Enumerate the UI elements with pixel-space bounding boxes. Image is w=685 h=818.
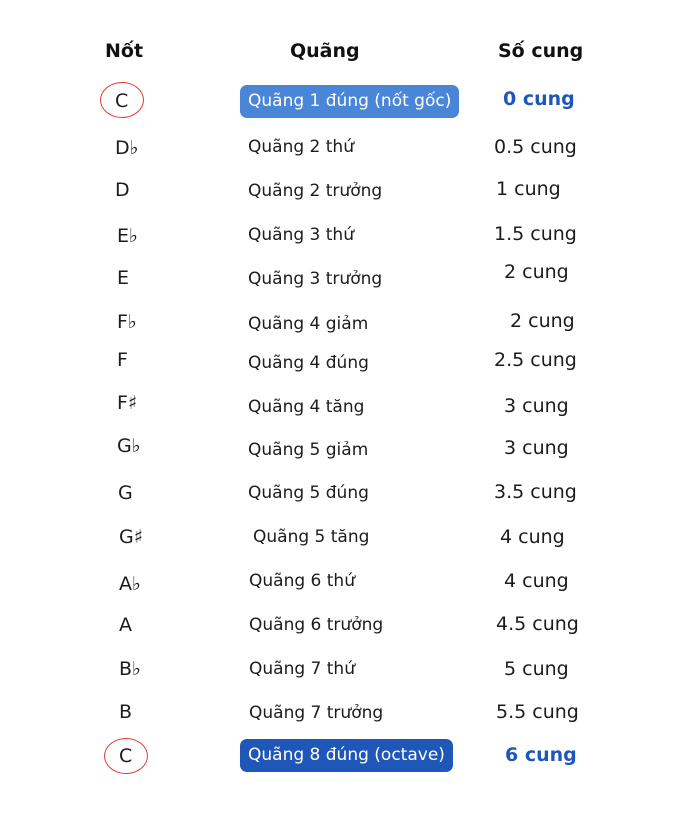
steps-cell: 2 cung (504, 261, 569, 283)
interval-cell: Quãng 6 trưởng (249, 615, 384, 635)
note-cell: C (115, 90, 129, 112)
steps-cell: 4 cung (500, 526, 565, 548)
steps-cell: 2.5 cung (494, 349, 577, 371)
steps-cell: 0 cung (503, 88, 575, 110)
steps-cell: 0.5 cung (494, 136, 577, 158)
steps-cell: 4.5 cung (496, 613, 579, 635)
header-steps: Số cung (498, 40, 584, 62)
interval-cell: Quãng 4 tăng (248, 397, 365, 417)
header-interval: Quãng (290, 40, 360, 62)
note-cell: F♯ (117, 392, 138, 414)
interval-cell: Quãng 7 thứ (249, 659, 355, 679)
interval-cell: Quãng 5 giảm (248, 440, 369, 460)
note-cell: D (115, 179, 130, 201)
note-cell: F (117, 349, 128, 371)
interval-cell: Quãng 2 trưởng (248, 181, 383, 201)
note-cell: E (117, 267, 130, 289)
steps-cell: 3 cung (504, 437, 569, 459)
steps-cell: 4 cung (504, 570, 569, 592)
steps-cell: 5.5 cung (496, 701, 579, 723)
note-cell: B♭ (119, 658, 141, 680)
note-cell: B (119, 701, 133, 723)
note-cell: F♭ (117, 311, 137, 333)
steps-cell: 6 cung (505, 744, 577, 766)
steps-cell: 5 cung (504, 658, 569, 680)
interval-cell: Quãng 5 đúng (248, 483, 369, 503)
steps-cell: 1.5 cung (494, 223, 577, 245)
interval-cell: Quãng 4 đúng (248, 353, 369, 373)
note-cell: A (119, 614, 132, 636)
steps-cell: 1 cung (496, 178, 561, 200)
interval-cell: Quãng 3 trưởng (248, 269, 383, 289)
interval-cell: Quãng 3 thứ (248, 225, 354, 245)
interval-cell: Quãng 4 giảm (248, 314, 369, 334)
note-cell: E♭ (117, 225, 138, 247)
header-note: Nốt (105, 40, 144, 62)
interval-cell: Quãng 5 tăng (253, 527, 370, 547)
steps-cell: 2 cung (510, 310, 575, 332)
interval-cell: Quãng 7 trưởng (249, 703, 384, 723)
steps-cell: 3 cung (504, 395, 569, 417)
note-cell: G♯ (119, 526, 143, 548)
interval-cell: Quãng 2 thứ (248, 137, 354, 157)
interval-cell: Quãng 6 thứ (249, 571, 355, 591)
steps-cell: 3.5 cung (494, 481, 577, 503)
note-cell: C (119, 745, 133, 767)
interval-pill-octave: Quãng 8 đúng (octave) (240, 739, 453, 772)
interval-pill-unison: Quãng 1 đúng (nốt gốc) (240, 85, 459, 118)
note-cell: D♭ (115, 137, 139, 159)
note-cell: G (118, 482, 133, 504)
note-cell: G♭ (117, 435, 141, 457)
note-cell: A♭ (119, 573, 141, 595)
